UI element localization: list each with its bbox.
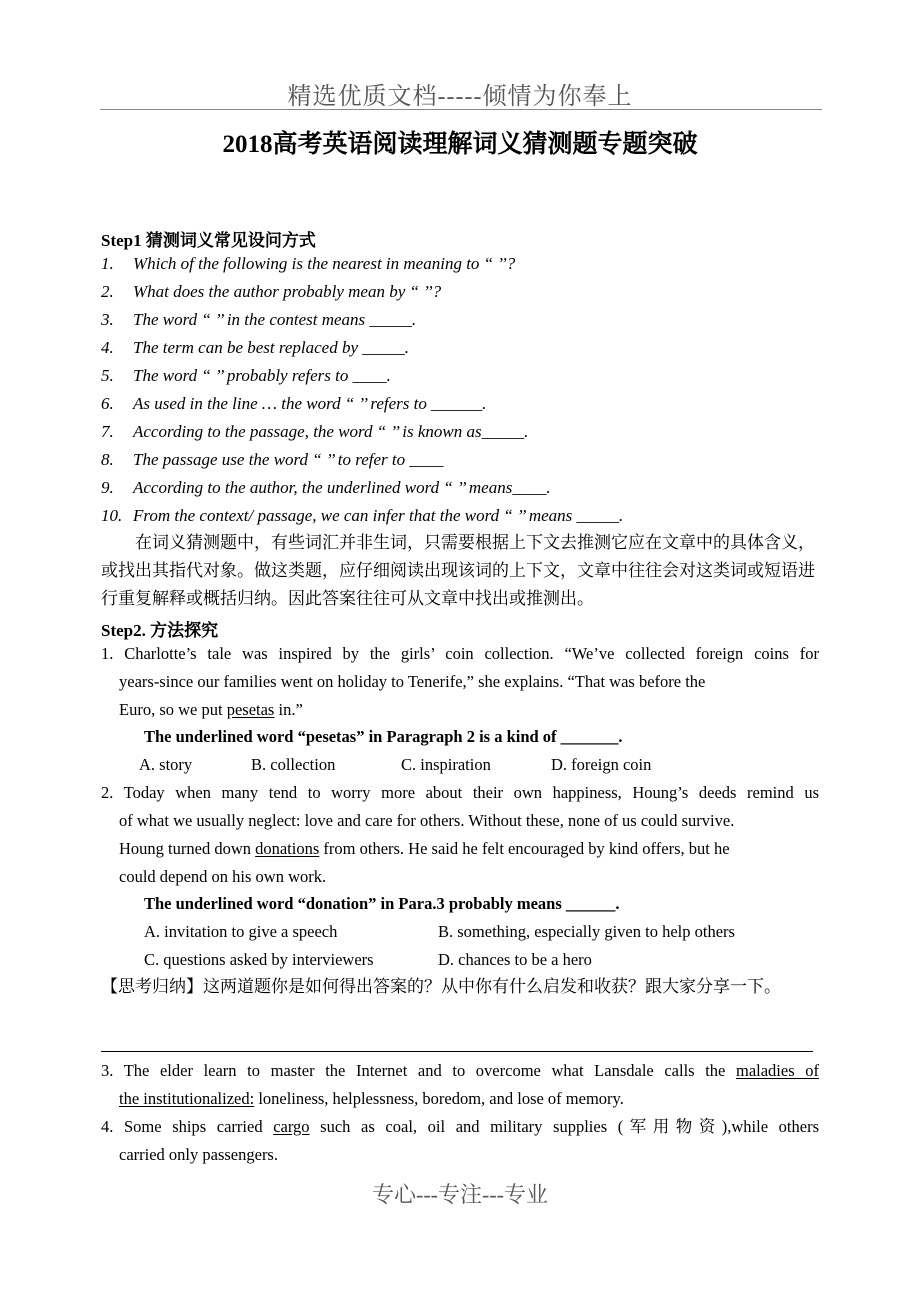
question-item <box>101 450 443 470</box>
question-item <box>101 506 623 526</box>
question-text: According to the author, the underlined word “ ’’ means____. <box>133 478 551 497</box>
question-text: The term can be best replaced by _____. <box>133 338 410 357</box>
item1-option-c: C. inspiration <box>401 755 491 774</box>
passage-text: loneliness, helplessness, boredom, and lose of memory. <box>254 1089 624 1108</box>
passage-line <box>101 835 819 863</box>
passage-line: years-since our families went on holiday to Tenerife,” she explains. “That was before the <box>119 672 706 691</box>
passage-line: could depend on his own work. <box>119 867 327 886</box>
question-item <box>101 282 441 302</box>
answer-line <box>101 1051 813 1052</box>
passage-line <box>101 696 819 724</box>
item1-question: The underlined word “pesetas” in Paragraph 2 is a kind of _______. <box>144 727 623 746</box>
document-title: 2018高考英语阅读理解词义猜测题专题突破 <box>222 131 698 158</box>
question-item <box>101 338 409 358</box>
question-text: The passage use the word “ ’’ to refer to ____ <box>133 450 444 469</box>
page-footer: 专心---专注---专业 <box>372 1182 548 1207</box>
question-item <box>101 254 515 274</box>
passage-line <box>101 1113 819 1141</box>
underlined-word: donations <box>255 839 320 858</box>
question-number: 7. <box>101 422 114 441</box>
question-text: From the context/ passage, we can infer that the word “ ’’ means _____. <box>133 506 624 525</box>
explanation-text: 在词义猜测题中，有些词汇并非生词，只需要根据上下文去推测它应在文章中的具体含义，或找出其指代对象。做这类题，应仔细阅读出现该词的上下文，文章中往往会对这类词或短语进行重复解释或概括归纳。因此答案往往可从文章中找出或推测出。 <box>101 533 815 608</box>
underlined-word: maladies of <box>735 1061 819 1080</box>
header-divider <box>100 109 822 110</box>
question-number: 9. <box>101 478 114 497</box>
question-number: 3. <box>101 310 114 329</box>
passage-item-1 <box>101 640 819 724</box>
question-number: 2. <box>101 282 114 301</box>
item1-option-d: D. foreign coin <box>551 755 652 774</box>
passage-item-4 <box>101 1113 819 1169</box>
passage-line: 1. Charlotte’s tale was inspired by the girls’ coin collection. “We’ve collected foreign coins for <box>101 644 819 663</box>
underlined-word: the institutionalized: <box>119 1089 255 1108</box>
question-item <box>101 422 528 442</box>
question-item <box>101 394 486 414</box>
passage-text: Houng turned down <box>119 839 256 858</box>
item2-option-c: C. questions asked by interviewers <box>144 950 374 969</box>
question-number: 5. <box>101 366 114 385</box>
question-text: According to the passage, the word “ ’’ is known as_____. <box>133 422 529 441</box>
item2-option-a: A. invitation to give a speech <box>144 922 338 941</box>
passage-text: 4. Some ships carried <box>101 1117 274 1136</box>
item2-option-d: D. chances to be a hero <box>438 950 592 969</box>
question-number: 8. <box>101 450 114 469</box>
passage-line <box>101 1085 819 1113</box>
step1-heading: Step1 猜测词义常见设问方式 <box>101 231 316 250</box>
page-header: 精选优质文档-----倾情为你奉上 <box>287 84 633 110</box>
question-number: 6. <box>101 394 114 413</box>
question-text: Which of the following is the nearest in meaning to “ ’’? <box>133 254 516 273</box>
explanation-paragraph <box>101 529 821 613</box>
question-item <box>101 310 416 330</box>
question-text: What does the author probably mean by “ ’’? <box>133 282 442 301</box>
passage-line: 2. Today when many tend to worry more about their own happiness, Houng’s deeds remind us <box>101 783 819 802</box>
passage-text: Euro, so we put <box>119 700 227 719</box>
question-number: 1. <box>101 254 114 273</box>
passage-line: of what we usually neglect: love and care for others. Without these, none of us could survive. <box>119 811 735 830</box>
passage-text: 3. The elder learn to master the Internet and to overcome what Lansdale calls the <box>101 1061 736 1080</box>
question-text: As used in the line … the word “ ’’ refers to ______. <box>133 394 487 413</box>
underlined-word: cargo <box>273 1117 310 1136</box>
item1-option-b: B. collection <box>251 755 336 774</box>
question-item <box>101 478 551 498</box>
passage-text: such as coal, oil and military supplies (军用物资),while others <box>309 1117 819 1136</box>
passage-item-3 <box>101 1057 819 1113</box>
reflection-prompt: 【思考归纳】这两道题你是如何得出答案的？从中你有什么启发和收获？跟大家分享一下。 <box>101 977 781 996</box>
step2-heading: Step2. 方法探究 <box>101 621 219 640</box>
passage-line: carried only passengers. <box>119 1145 278 1164</box>
question-text: The word “ ’’ in the contest means _____. <box>133 310 417 329</box>
question-number: 4. <box>101 338 114 357</box>
item2-question: The underlined word “donation” in Para.3 probably means ______. <box>144 894 620 913</box>
passage-text: from others. He said he felt encouraged by kind offers, but he <box>319 839 730 858</box>
question-item <box>101 366 391 386</box>
underlined-word: pesetas <box>226 700 275 719</box>
question-text: The word “ ’’ probably refers to ____. <box>133 366 391 385</box>
item1-option-a: A. story <box>139 755 193 774</box>
passage-line <box>101 1057 819 1085</box>
item2-option-b: B. something, especially given to help others <box>438 922 735 941</box>
question-number: 10. <box>101 506 123 525</box>
passage-item-2 <box>101 779 819 891</box>
passage-text: in.” <box>274 700 303 719</box>
